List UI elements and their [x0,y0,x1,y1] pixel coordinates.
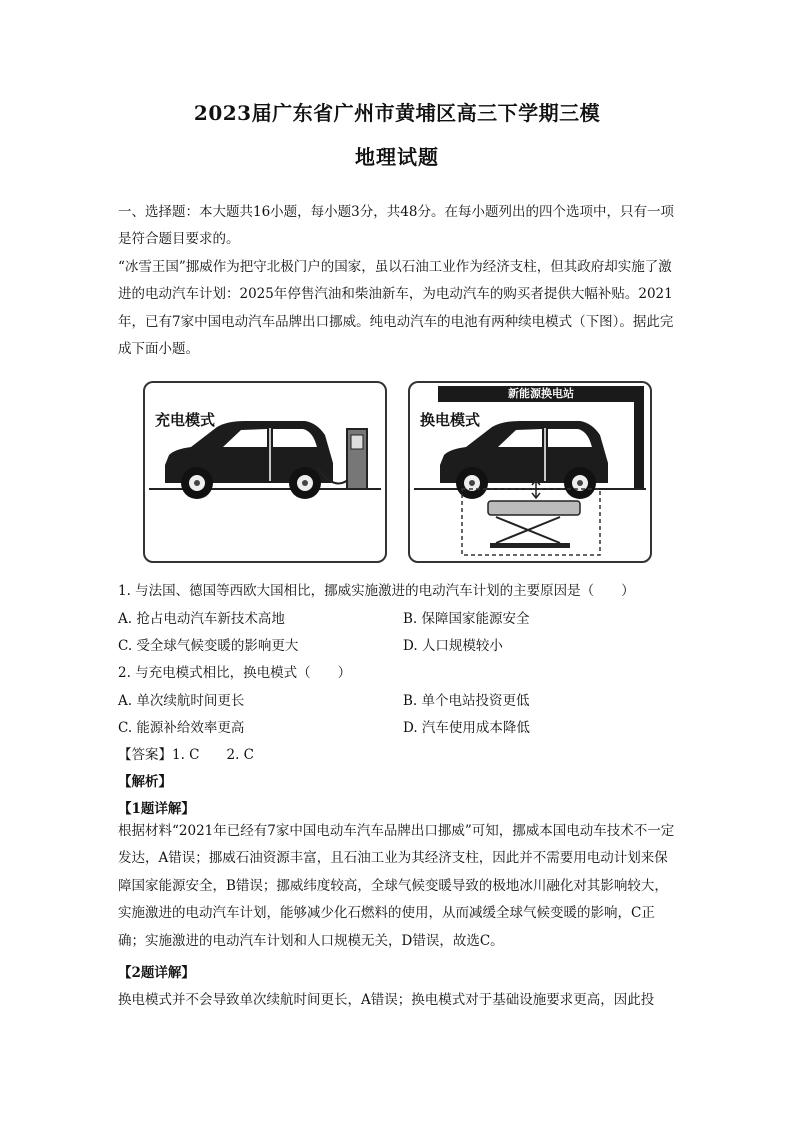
section-intro: 一、选择题：本大题共16小题，每小题3分，共48分。在每小题列出的四个选项中，只有一项是符合题目要求的。 [118,204,674,248]
q2-detail-text: 换电模式并不会导致单次续航时间更长，A错误；换电模式对于基础设施要求更高，因此投 [118,992,655,1008]
question-2-option-c: C. 能源补给效率更高 [118,720,245,736]
battery-swap-figure [408,381,652,563]
material-paragraph: “冰雪王国”挪威作为把守北极门户的国家，虽以石油工业作为经济支柱，但其政府却实施了激进的电动汽车计划：2025年停售汽油和柴油新车，为电动汽车的购买者提供大幅补贴。2021年，已有7家中国电动汽车品牌出口挪威。纯电动汽车的电池有两种续电模式（下图）。据此完成下面小题。 [118,259,674,358]
charging-mode-label: 充电模式 [155,411,216,429]
question-2-option-a: A. 单次续航时间更长 [118,693,245,709]
charging-mode-figure [143,381,387,563]
station-banner: 新能源换电站 [438,386,644,402]
analysis-label: 【解析】 [118,774,172,790]
question-1-option-c: C. 受全球气候变暖的影响更大 [118,638,299,654]
battery-swap-illustration [410,383,650,561]
question-1-option-d: D. 人口规模较小 [403,638,503,654]
battery-swap-label: 换电模式 [420,411,481,429]
question-2-stem: 2. 与充电模式相比，换电模式（ ） [118,665,352,681]
q2-detail-label: 【2题详解】 [118,965,195,981]
q1-detail-label: 【1题详解】 [118,801,195,817]
question-1-option-a: A. 抢占电动汽车新技术高地 [118,611,285,627]
question-1-stem: 1. 与法国、德国等西欧大国相比，挪威实施激进的电动汽车计划的主要原因是（ ） [118,583,635,599]
answer-line: 【答案】1. C 2. C [118,747,255,763]
page-title: 2023届广东省广州市黄埔区高三下学期三模 [193,101,601,125]
question-1-option-b: B. 保障国家能源安全 [403,611,530,627]
question-2-option-d: D. 汽车使用成本降低 [403,720,530,736]
page-subtitle: 地理试题 [355,145,439,169]
charging-car-illustration [145,383,385,561]
question-2-option-b: B. 单个电站投资更低 [403,693,530,709]
q1-detail-text: 根据材料“2021年已经有7家中国电动车汽车品牌出口挪威”可知，挪威本国电动车技术不一定发达，A错误；挪威石油资源丰富，且石油工业为其经济支柱，因此并不需要用电动计划来保障国家能源安全，B错误；挪威纬度较高，全球气候变暖导致的极地冰川融化对其影响较大，实施激进的电动汽车计划，能够减少化石燃料的使用，从而减缓全球气候变暖的影响，C正确；实施激进的电动汽车计划和人口规模无关，D错误，故选C。 [118,823,675,949]
